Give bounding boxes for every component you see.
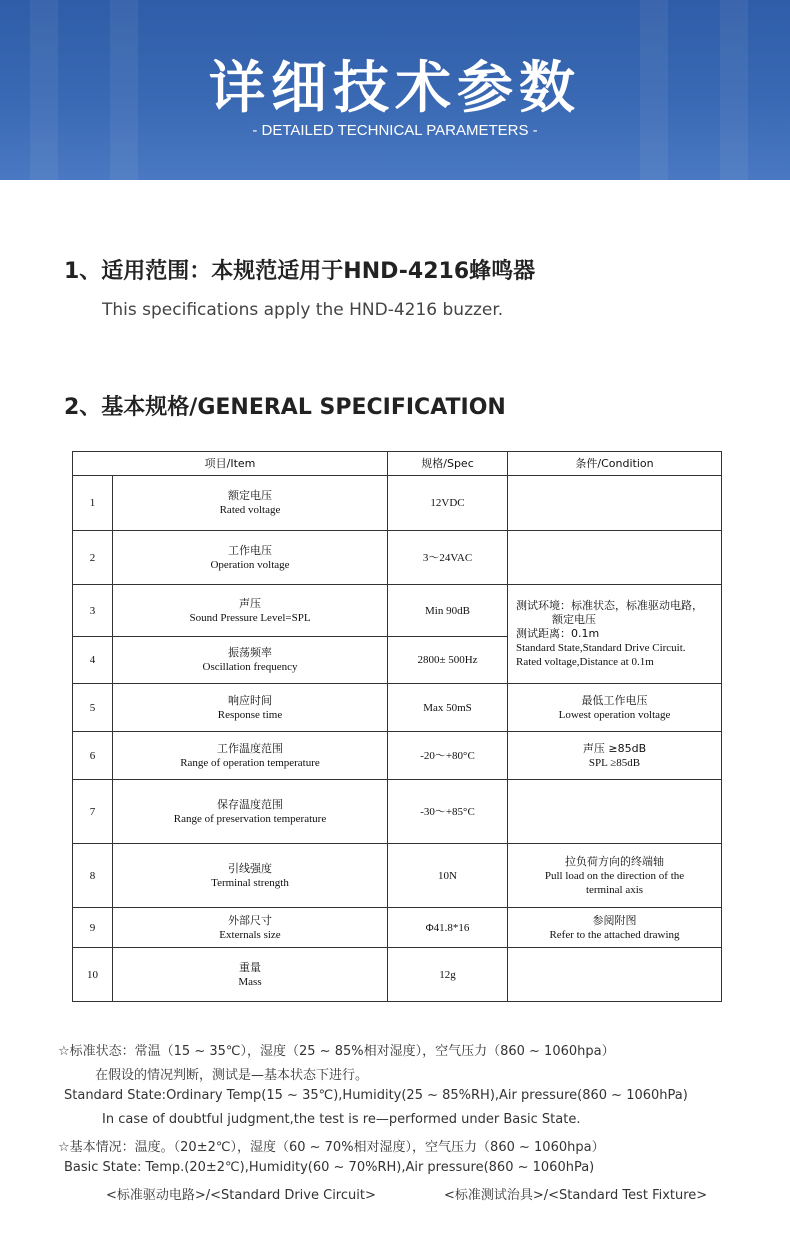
item-en: Rated voltage bbox=[219, 504, 281, 516]
header-spec: 规格/Spec bbox=[388, 452, 508, 476]
condition-cell bbox=[508, 948, 722, 1002]
note-basic-state-en: Basic State: Temp.(20±2℃),Humidity(60 ~ 70%RH),Air pressure(860 ~ 1060hPa) bbox=[64, 1160, 595, 1175]
condition-cell bbox=[508, 844, 722, 908]
item-cell bbox=[113, 908, 388, 948]
condition-en: SPL ≥85dB bbox=[588, 756, 641, 769]
item-cn: 响应时间 bbox=[228, 693, 272, 707]
row-number: 1 bbox=[73, 476, 113, 531]
section-1-description: This specifications apply the HND-4216 buzzer. bbox=[102, 300, 504, 320]
row-number: 8 bbox=[73, 844, 113, 908]
spec-cell: -30～+85°C bbox=[388, 780, 508, 844]
item-cn: 引线强度 bbox=[228, 861, 272, 875]
condition-cell-merged bbox=[508, 585, 722, 684]
spec-cell: 3～24VAC bbox=[388, 531, 508, 585]
condition-cell bbox=[508, 732, 722, 780]
condition-line: 测试距离：0.1m bbox=[516, 627, 600, 640]
standard-drive-circuit-label: <标准驱动电路>/<Standard Drive Circuit> bbox=[106, 1188, 376, 1203]
item-cell bbox=[113, 844, 388, 908]
spec-table bbox=[72, 451, 722, 1002]
condition-cn: 声压 ≥85dB bbox=[582, 741, 647, 755]
row-number: 10 bbox=[73, 948, 113, 1002]
spec-cell: 2800± 500Hz bbox=[388, 637, 508, 684]
item-en: Range of preservation temperature bbox=[173, 812, 327, 825]
table-row bbox=[73, 476, 722, 531]
condition-line: 额定电压 bbox=[552, 613, 596, 626]
condition-en: Pull load on the direction of the bbox=[544, 869, 685, 882]
table-row bbox=[73, 844, 722, 908]
table-row bbox=[73, 585, 722, 637]
row-number: 6 bbox=[73, 732, 113, 780]
item-cn: 声压 bbox=[239, 596, 261, 610]
item-en: Mass bbox=[238, 975, 262, 988]
row-number: 4 bbox=[73, 637, 113, 684]
condition-cell bbox=[508, 476, 722, 531]
section-2-heading: 2、基本规格/GENERAL SPECIFICATION bbox=[64, 395, 506, 420]
spec-cell: Min 90dB bbox=[388, 585, 508, 637]
item-en: Operation voltage bbox=[210, 558, 290, 571]
note-basic-state-cn: ☆基本情况：温度。（20±2℃），湿度（60 ~ 70%相对湿度），空气压力（860 ~ 1060hpa） bbox=[58, 1140, 605, 1155]
condition-line: 测试环境：标准状态，标准驱动电路， bbox=[516, 599, 703, 612]
page-title: 详细技术参数 bbox=[209, 56, 581, 121]
item-cn: 工作温度范围 bbox=[217, 741, 283, 755]
condition-cell bbox=[508, 908, 722, 948]
item-cn: 额定电压 bbox=[228, 489, 272, 502]
note-standard-state-en: Standard State:Ordinary Temp(15 ~ 35℃),Humidity(25 ~ 85%RH),Air pressure(860 ~ 1060hPa) bbox=[64, 1088, 688, 1103]
item-cell bbox=[113, 531, 388, 585]
section-1-heading: 1、适用范围：本规范适用于HND-4216蜂鸣器 bbox=[64, 259, 536, 284]
condition-line: Standard State,Standard Drive Circuit. bbox=[516, 642, 686, 654]
condition-cell bbox=[508, 780, 722, 844]
condition-line: Rated voltage,Distance at 0.1m bbox=[516, 656, 654, 668]
note-standard-state-cn: ☆标准状态：常温（15 ~ 35℃），湿度（25 ~ 85%相对湿度），空气压力（860 ~ 1060hpa） bbox=[58, 1044, 615, 1059]
condition-cell bbox=[508, 531, 722, 585]
table-row bbox=[73, 531, 722, 585]
item-en: Externals size bbox=[219, 928, 281, 941]
item-en: Terminal strength bbox=[211, 876, 289, 889]
condition-cn: 参阅附图 bbox=[592, 913, 637, 927]
table-row bbox=[73, 732, 722, 780]
page-subtitle: - DETAILED TECHNICAL PARAMETERS - bbox=[252, 122, 538, 139]
item-cell bbox=[113, 476, 388, 531]
spec-cell: 12g bbox=[388, 948, 508, 1002]
row-number: 2 bbox=[73, 531, 113, 585]
spec-cell: Φ41.8*16 bbox=[388, 908, 508, 948]
row-number: 7 bbox=[73, 780, 113, 844]
table-row bbox=[73, 908, 722, 948]
item-cell bbox=[113, 732, 388, 780]
row-number: 3 bbox=[73, 585, 113, 637]
condition-cn: 拉负荷方向的终端轴 bbox=[565, 854, 664, 868]
header-condition: 条件/Condition bbox=[508, 452, 722, 476]
note-judgment-en: In case of doubtful judgment,the test is re—performed under Basic State. bbox=[102, 1112, 581, 1127]
item-cn: 外部尺寸 bbox=[228, 913, 272, 927]
header-banner bbox=[0, 0, 790, 180]
table-row bbox=[73, 948, 722, 1002]
item-en: Sound Pressure Level=SPL bbox=[189, 611, 311, 624]
item-cn: 工作电压 bbox=[228, 543, 272, 557]
condition-cell bbox=[508, 684, 722, 732]
item-cn: 振荡频率 bbox=[228, 646, 272, 659]
table-row bbox=[73, 780, 722, 844]
spec-cell: 12VDC bbox=[388, 476, 508, 531]
row-number: 5 bbox=[73, 684, 113, 732]
item-en: Oscillation frequency bbox=[202, 661, 298, 673]
item-cn: 保存温度范围 bbox=[217, 797, 283, 811]
table-row bbox=[73, 684, 722, 732]
item-en: Response time bbox=[217, 708, 283, 721]
item-cell bbox=[113, 585, 388, 637]
item-cn: 重量 bbox=[239, 960, 261, 974]
row-number: 9 bbox=[73, 908, 113, 948]
item-cell bbox=[113, 948, 388, 1002]
standard-test-fixture-label: <标准测试治具>/<Standard Test Fixture> bbox=[444, 1188, 708, 1203]
condition-en: Lowest operation voltage bbox=[558, 708, 671, 721]
spec-cell: -20～+80°C bbox=[388, 732, 508, 780]
note-judgment-cn: 在假设的情况判断，测试是—基本状态下进行。 bbox=[95, 1068, 369, 1083]
table-header-row bbox=[73, 452, 722, 476]
condition-en: Refer to the attached drawing bbox=[549, 928, 680, 941]
header-item: 项目/Item bbox=[73, 452, 388, 476]
item-cell bbox=[113, 780, 388, 844]
item-cell bbox=[113, 637, 388, 684]
spec-cell: Max 50mS bbox=[388, 684, 508, 732]
condition-cn: 最低工作电压 bbox=[581, 693, 648, 707]
item-cell bbox=[113, 684, 388, 732]
spec-cell: 10N bbox=[388, 844, 508, 908]
item-en: Range of operation temperature bbox=[180, 756, 320, 769]
condition-en-2: terminal axis bbox=[585, 883, 644, 896]
